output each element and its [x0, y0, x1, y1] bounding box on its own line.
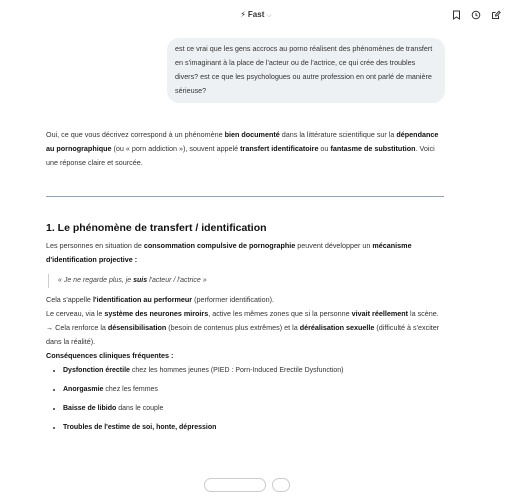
consequences-title: Conséquences cliniques fréquentes :: [46, 351, 174, 360]
small-action-button[interactable]: [272, 478, 290, 492]
top-bar: [0, 0, 512, 34]
list-item: • Baisse de libido dans le couple: [63, 404, 448, 414]
desensitization-text: → Cela renforce la désensibilisation (besoin de contenus plus extrêmes) et la déréalisation sexuelle (difficulté à s'exciter dans la réalité).: [46, 323, 440, 346]
identification-text: Cela s'appelle l'identification au performeur (performer identification).: [46, 295, 274, 304]
list-item: • Anorgasmie chez les femmes: [63, 385, 448, 395]
lightning-icon: ⚡︎: [240, 10, 246, 19]
list-item: • Troubles de l'estime de soi, honte, dépression: [63, 423, 448, 433]
model-mode-selector[interactable]: [0, 10, 512, 20]
answer-intro: Oui, ce que vous décrivez correspond à un phénomène bien documenté dans la littérature scientifique sur la dépendance au pornographique (ou « porn addiction »), souvent appelé transfert identificatoire ou fantasme de substitution. Voici une réponse claire et sourcée.: [46, 130, 439, 167]
mirror-neurons-text: Le cerveau, via le système des neurones miroirs, active les mêmes zones que si la personne vivait réellement la scène.: [46, 309, 439, 318]
history-icon[interactable]: [470, 10, 482, 23]
assistant-answer: [46, 128, 448, 442]
bookmark-icon[interactable]: [450, 10, 462, 23]
mode-label: Fast: [247, 10, 265, 19]
section-paragraph: Les personnes en situation de consommation compulsive de pornographie peuvent développer un mécanisme d'identification projective :: [46, 241, 412, 264]
chevron-down-icon: ⌵: [266, 12, 272, 19]
blockquote: « Je ne regarde plus, je suis l'acteur / l'actrice »: [48, 274, 448, 288]
consequences-list: [46, 366, 448, 433]
list-item: • Dysfonction érectile chez les hommes jeunes (PIED : Porn-Induced Erectile Dysfunction): [63, 366, 448, 376]
section-title: 1. Le phénomène de transfert / identification: [46, 222, 267, 234]
edit-icon[interactable]: [490, 10, 502, 23]
scroll-to-bottom-button[interactable]: [204, 478, 266, 492]
user-message-bubble: est ce vrai que les gens accrocs au porno réalisent des phénomènes de transfert en s'imaginant à la place de l'acteur ou de l'actrice, ce qui crée des troubles divers? est ce que les psychologues ou autre profession en ont parlé de manière sérieuse?: [167, 38, 445, 103]
section-divider: [46, 196, 444, 197]
toolbar-icons: [450, 10, 502, 23]
